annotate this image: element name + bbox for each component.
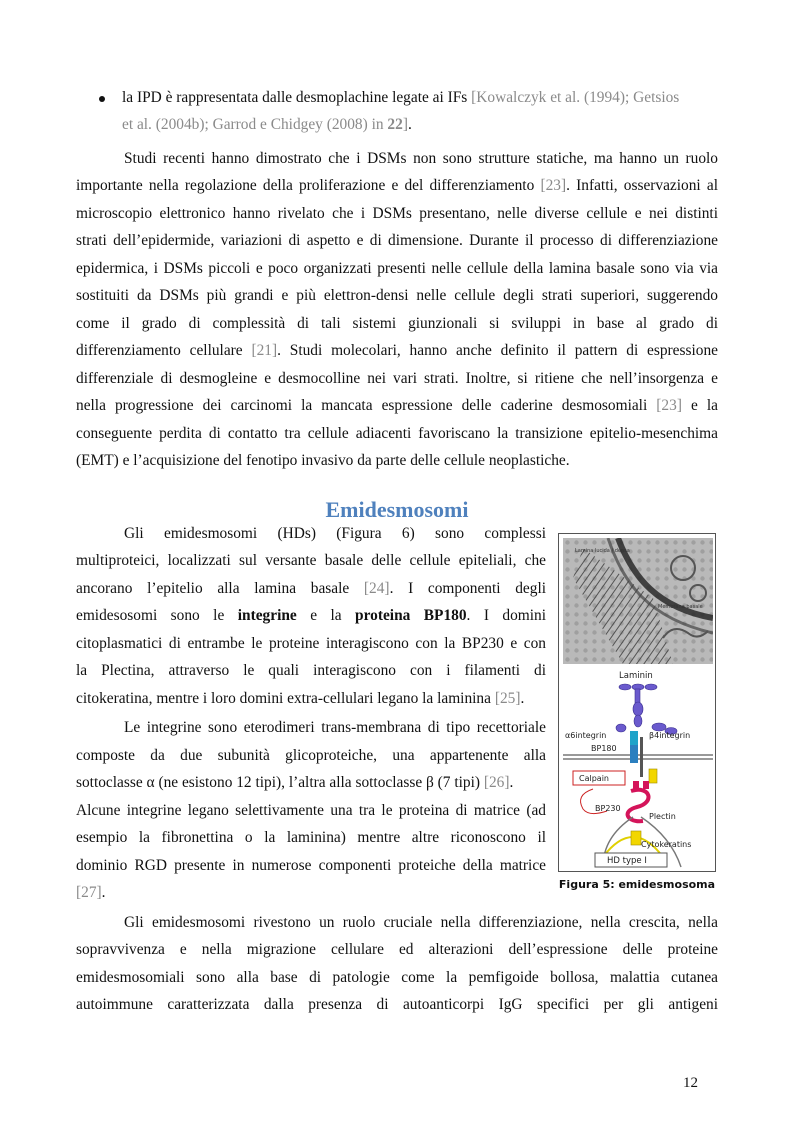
text: . I domini xyxy=(466,607,547,624)
citation[interactable]: [21] xyxy=(251,342,278,359)
para1-line: conseguente perdita di contatto tra cellule adiacenti favoriscano la transizione epitelio-mesenchima xyxy=(76,425,718,442)
para1-line: (EMT) e l’acquisizione del fenotipo invasivo da parte delle cellule neoplastiche. xyxy=(76,452,570,469)
citation[interactable]: [23] xyxy=(656,397,682,414)
text: ancorano l’epitelio alla lamina basale xyxy=(76,580,364,597)
para2-line xyxy=(76,580,546,598)
text: emidesosomi sono le xyxy=(76,607,238,624)
para3-line: Le integrine sono eterodimeri trans-membrana di tipo recettoriale xyxy=(124,719,546,736)
hemidesmosome-figure xyxy=(558,533,716,872)
bullet-line-2 xyxy=(122,116,718,134)
text: citokeratina, mentre i loro domini extra-cellulari legano la laminina xyxy=(76,690,495,707)
text: e la xyxy=(296,607,356,624)
citation[interactable]: [26] xyxy=(483,774,510,791)
label-bp180: BP180 xyxy=(591,744,617,753)
citation-ref[interactable]: 22 xyxy=(387,116,403,133)
label-cytokeratins: Cytokeratins xyxy=(641,840,692,849)
para1-line xyxy=(76,342,718,360)
para2-line: multiproteici, localizzati sul versante basale delle cellule epiteliali, che xyxy=(76,552,546,569)
text: . Infatti, osservazioni al xyxy=(566,177,718,194)
para2-line: Gli emidesmosomi (HDs) (Figura 6) sono complessi xyxy=(124,525,546,542)
label-laminin: Laminin xyxy=(619,671,653,681)
para3-line xyxy=(76,774,546,792)
integrin-block xyxy=(630,731,638,745)
para4-line: sopravvivenza e nella migrazione cellulare ed alterazioni dell’espressione delle proteine xyxy=(76,941,718,958)
para1-line: Studi recenti hanno dimostrato che i DSMs non sono strutture statiche, ma hanno un ruolo xyxy=(124,150,718,167)
text: . xyxy=(509,774,514,791)
para4-line: Gli emidesmosomi rivestono un ruolo cruciale nella differenziazione, nella crescita, nella xyxy=(124,914,718,931)
text: e la xyxy=(681,397,719,414)
para2-line xyxy=(76,690,546,708)
citation[interactable]: [24] xyxy=(363,580,390,597)
text: . xyxy=(520,690,525,707)
citation[interactable]: [25] xyxy=(494,690,521,707)
label-bp230: BP230 xyxy=(595,804,621,813)
para4-line: autoimmune caratterizzata dalla presenza di autoanticorpi IgG specifici per gli antigeni xyxy=(76,996,718,1013)
para1-line: strati dell’epidermide, variazioni di aspetto e di dimensione. Durante il processo di differenziazione xyxy=(76,232,718,249)
bullet-dot xyxy=(99,96,105,102)
para3-line: dominio RGD presente in numerose componenti proteiche della matrice xyxy=(76,857,546,874)
section-heading: Emidesmosomi xyxy=(325,497,469,522)
text: importante nella regolazione della proliferazione e del differenziamento xyxy=(76,177,541,194)
para3-line: Alcune integrine legano selettivamente una tra le proteina di matrice (ad xyxy=(76,802,546,819)
integrin-domain xyxy=(649,769,657,783)
text: . xyxy=(101,884,106,901)
citation[interactable]: [23] xyxy=(540,177,567,194)
para2-line: la Plectina, attraverso le quali interagiscono con i filamenti di xyxy=(76,662,546,679)
citation-close: ] xyxy=(402,116,408,133)
para1-line: differenziale di desmogleine e desmocolline nei vari strati. Inoltre, si ritiene che nell’insorgenza e xyxy=(76,370,718,387)
para1-line: microscopio elettronico hanno rivelato che i DSMs presentano, nelle diverse cellule e nei distinti xyxy=(76,205,718,222)
para1-line xyxy=(76,177,718,195)
citation[interactable]: [Kowalczyk et al. (1994); Getsios xyxy=(471,89,680,106)
label-calpain: Calpain xyxy=(579,774,609,783)
para2-line xyxy=(76,607,546,625)
citation[interactable]: [27] xyxy=(76,884,102,901)
citation[interactable]: et al. (2004b); Garrod e Chidgey (2008) in xyxy=(122,116,388,133)
electron-micrograph xyxy=(563,538,713,664)
hemidesmosome-diagram xyxy=(563,665,713,869)
bullet-line-1 xyxy=(122,89,718,107)
bullet-text: la IPD è rappresentata dalle desmoplachine legate ai IFs xyxy=(122,89,472,106)
punctuation: . xyxy=(407,116,412,133)
para1-line: sostituiti da DSMs più grandi e più elettron-densi nelle cellule degli strati superiori, suggerendo xyxy=(76,287,718,304)
micrograph-label: Membrana basale xyxy=(658,604,703,610)
text: . I componenti degli xyxy=(389,580,547,597)
micrograph-label: Lamina lucida / densa xyxy=(575,548,630,554)
para3-line xyxy=(76,884,546,902)
para3-line: composte da due subunità glicoproteiche, una appartenente alla xyxy=(76,747,546,764)
page-number: 12 xyxy=(683,1075,698,1091)
figure-caption: Figura 5: emidesmosoma xyxy=(558,878,716,891)
para2-line: citoplasmatici di entrambe le proteine interagiscono con la BP230 e con xyxy=(76,635,546,652)
bold-term: proteina BP180 xyxy=(355,607,467,624)
label-plectin: Plectin xyxy=(649,812,676,821)
para4-line: emidesmosomiali sono alla base di patologie come la pemfigoide bollosa, malattia cutanea xyxy=(76,969,718,986)
para1-line: epidermica, i DSMs piccoli e poco organizzati presenti nelle cellule della lamina basale sono via via xyxy=(76,260,718,277)
para1-line: come il grado di complessità di tali sistemi giunzionali si sviluppi in base al grado di xyxy=(76,315,718,332)
text: differenziamento cellulare xyxy=(76,342,252,359)
para1-line xyxy=(76,397,718,415)
text: . Studi molecolari, hanno anche definito il pattern di espressione xyxy=(277,342,718,359)
label-b4-integrin: β4integrin xyxy=(649,731,691,740)
para3-line: esempio la fibronettina o la laminina) mentre altre riconoscono il xyxy=(76,829,546,846)
text: nella progressione dei carcinomi la mancata espressione delle caderine desmosomiali xyxy=(76,397,657,414)
label-hd-type: HD type I xyxy=(607,856,647,866)
label-a6-integrin: α6integrin xyxy=(565,731,607,740)
text: sottoclasse α (ne esistono 12 tipi), l’altra alla sottoclasse β (7 tipi) xyxy=(76,774,484,791)
bold-term: integrine xyxy=(237,607,297,624)
